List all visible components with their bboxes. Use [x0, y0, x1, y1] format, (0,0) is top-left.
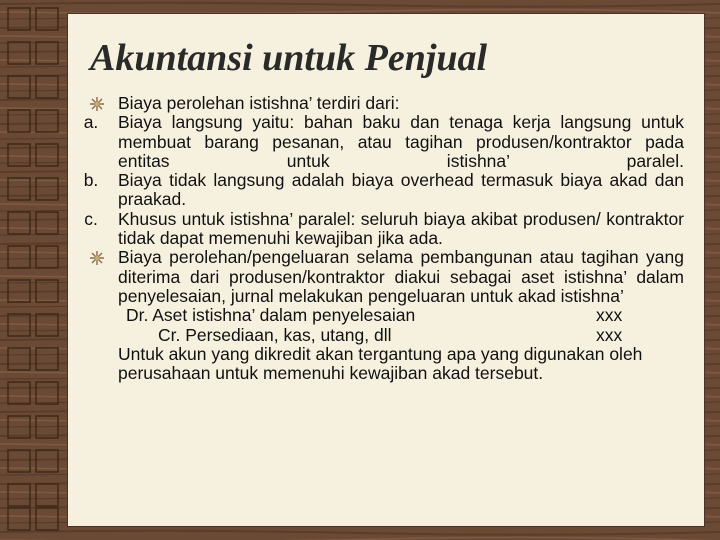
journal-amount: xxx — [596, 305, 623, 326]
journal-amount: xxx — [596, 324, 623, 345]
closing-text: Untuk akun yang dikredit akan tergantung apa yang digunakan oleh perusahaan untuk memenuhi kewajiban akad tersebut. — [118, 343, 648, 384]
journal-account: Cr. Persediaan, kas, utang, dll — [158, 324, 392, 345]
bullet-item — [68, 247, 689, 306]
ornament-bullet-icon — [90, 251, 104, 265]
slide-title: Akuntansi untuk Penjual — [90, 37, 488, 79]
list-item-text: Khusus untuk istishna’ paralel: seluruh biaya akibat produsen/ kontraktor tidak dapat memenuhi kewajiban jika ada. — [118, 208, 689, 249]
list-item-c — [68, 208, 689, 249]
list-item-b — [68, 170, 694, 210]
journal-account: Dr. Aset istishna’ dalam penyelesaian — [126, 305, 416, 326]
list-marker: b. — [83, 170, 99, 191]
journal-entry-credit — [68, 326, 684, 345]
list-marker: c. — [84, 208, 98, 229]
list-item-a — [68, 112, 689, 171]
bullet-item — [68, 94, 684, 113]
journal-entry-debit — [68, 306, 684, 325]
closing-paragraph — [68, 345, 684, 384]
ornament-bullet-icon — [90, 97, 104, 111]
bullet-text: Biaya perolehan/pengeluaran selama pembangunan atau tagihan yang diterima dari produsen/kontraktor diakui sebagai aset istishna’ dalam penyelesaian, jurnal melakukan pengeluaran untuk akad istishna’ — [118, 247, 689, 306]
list-marker: a. — [83, 112, 99, 133]
list-item-text: Biaya langsung yaitu: bahan baku dan tenaga kerja langsung untuk membuat barang pesanan, atau tagihan produsen/kontraktor pada entitas untuk istishna’ paralel. — [118, 112, 689, 171]
bullet-text: Biaya perolehan istishna’ terdiri dari: — [118, 93, 400, 113]
slide-content — [68, 93, 694, 384]
slide-panel — [68, 14, 704, 526]
list-item-text: Biaya tidak langsung adalah biaya overhead termasuk biaya akad dan praakad. — [118, 170, 694, 210]
